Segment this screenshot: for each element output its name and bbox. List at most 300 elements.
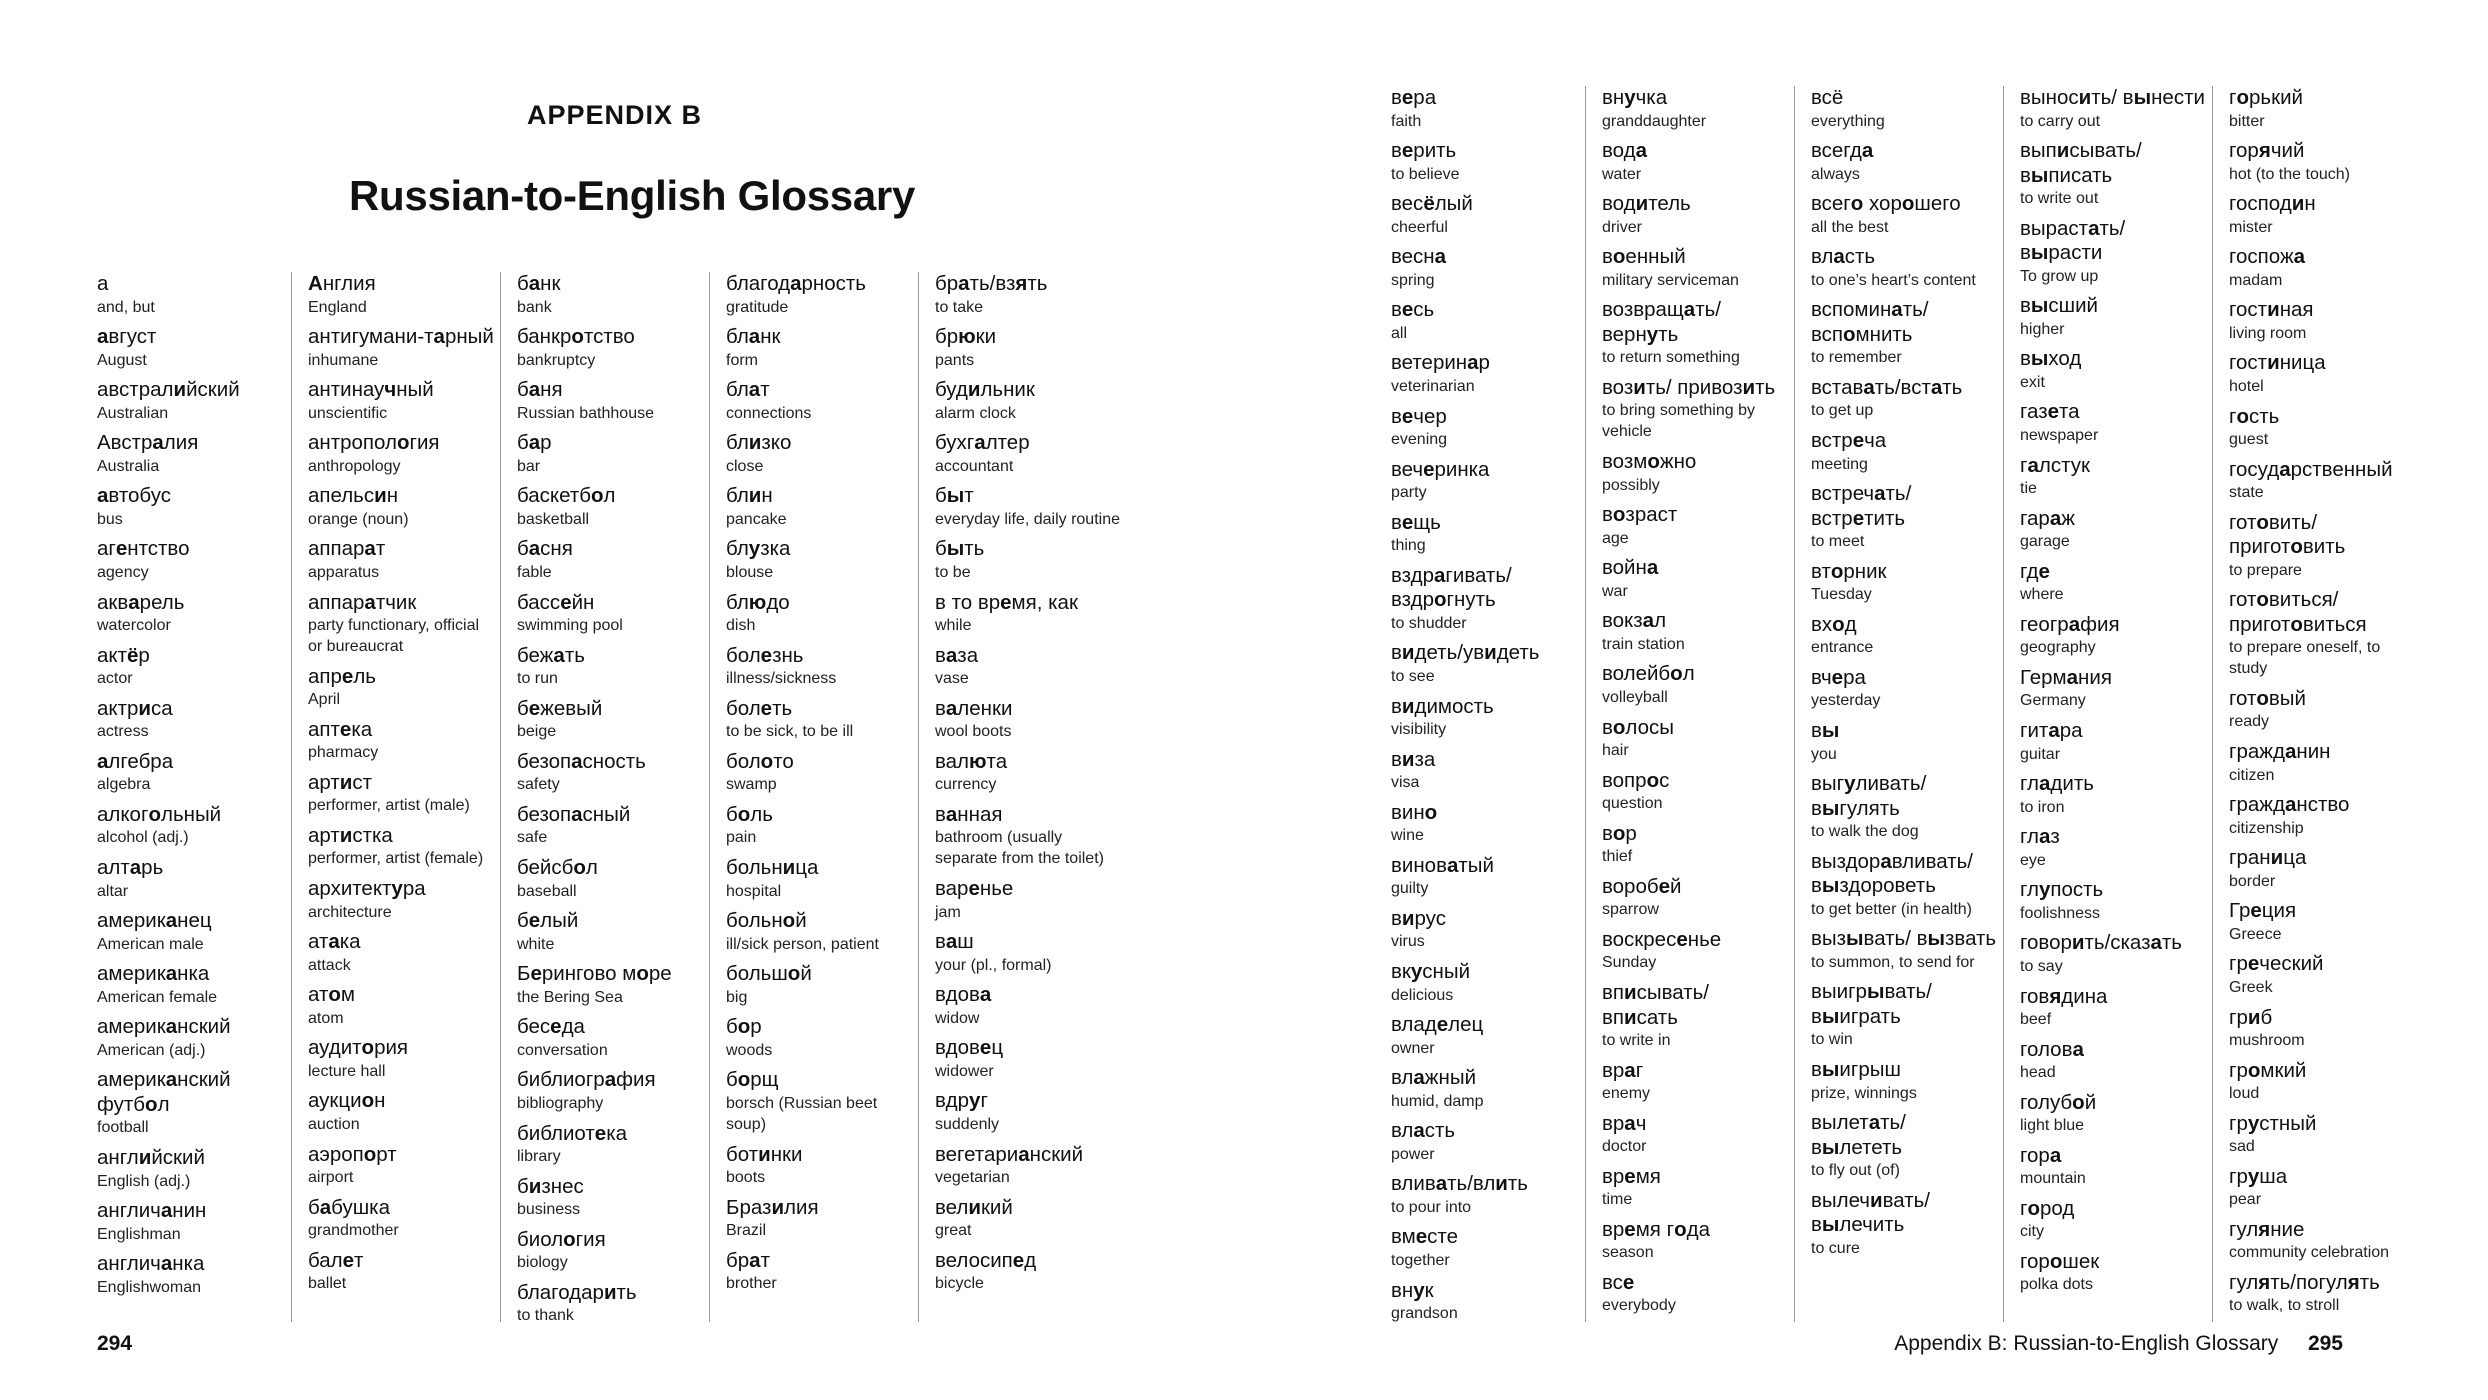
glossary-entry: [1811, 482, 1999, 552]
english-translation: ballet: [308, 1275, 347, 1293]
english-translation: water: [1602, 165, 1642, 183]
russian-term: вылетать/ вылететь: [1811, 1111, 1906, 1159]
glossary-entry: [517, 325, 705, 371]
russian-term: греческий: [2229, 952, 2324, 976]
glossary-entry: [1602, 376, 1790, 443]
russian-term: алкогольный: [97, 802, 222, 826]
glossary-entry: [97, 1068, 302, 1138]
glossary-entry: [2020, 1144, 2208, 1190]
glossary-entry: [935, 484, 1123, 530]
english-translation: wool boots: [935, 723, 1012, 741]
english-translation: military serviceman: [1602, 271, 1739, 289]
russian-term: вызывать/ вызвать: [1811, 927, 1997, 951]
english-translation: conversation: [517, 1041, 608, 1059]
russian-term: болото: [726, 749, 794, 773]
russian-term: весёлый: [1391, 192, 1473, 216]
english-translation: pants: [935, 351, 975, 369]
glossary-entry: [517, 909, 705, 955]
english-translation: Russian bathhouse: [517, 404, 654, 422]
english-translation: hospital: [726, 882, 782, 900]
english-translation: enemy: [1602, 1085, 1651, 1103]
glossary-entry: [935, 591, 1123, 637]
glossary-entry: [1811, 666, 1999, 712]
glossary-entry: [517, 644, 705, 690]
russian-term: безопасность: [517, 749, 646, 773]
english-translation: alarm clock: [935, 404, 1016, 422]
russian-term: алтарь: [97, 856, 164, 880]
glossary-entry: [517, 803, 705, 849]
russian-term: все: [1602, 1270, 1635, 1294]
english-translation: bibliography: [517, 1094, 604, 1112]
russian-term: аудитория: [308, 1036, 409, 1060]
russian-term: Англия: [308, 272, 376, 295]
glossary-entry: [726, 484, 914, 530]
glossary-entry: [517, 962, 705, 1008]
russian-term: ванная: [935, 802, 1003, 826]
glossary-entry: [2020, 560, 2208, 606]
russian-term: брюки: [935, 325, 997, 349]
glossary-entry: [2229, 351, 2417, 397]
english-translation: attack: [308, 956, 351, 974]
russian-term: гость: [2229, 404, 2280, 428]
glossary-entry: [1391, 1013, 1596, 1059]
english-translation: baseball: [517, 882, 577, 900]
glossary-entry: [308, 983, 496, 1029]
english-translation: question: [1602, 795, 1663, 813]
russian-term: апельсин: [308, 484, 399, 508]
glossary-entry: [308, 1143, 496, 1189]
page-title: Russian-to-English Glossary: [349, 172, 916, 219]
english-translation: driver: [1602, 218, 1643, 236]
russian-term: брать/взять: [935, 272, 1048, 295]
glossary-entry: [1391, 1119, 1596, 1165]
glossary-entry: [517, 591, 705, 637]
page-number-right: 295: [2307, 1332, 2343, 1355]
english-translation: to see: [1391, 667, 1435, 685]
glossary-entry: [308, 272, 496, 318]
english-translation: jam: [935, 903, 961, 921]
russian-term: всегда: [1811, 139, 1874, 163]
russian-term: вещь: [1391, 510, 1441, 534]
russian-term: ветеринар: [1391, 351, 1490, 375]
russian-term: американский футбол: [97, 1068, 231, 1116]
glossary-entry: [1811, 772, 1999, 842]
english-translation: to meet: [1811, 533, 1865, 551]
russian-term: библиотека: [517, 1121, 628, 1145]
russian-term: балет: [308, 1248, 364, 1272]
glossary-entry: [1602, 245, 1790, 291]
glossary-entry: [1391, 1172, 1596, 1218]
glossary-entry: [308, 930, 496, 976]
russian-term: болеть: [726, 696, 793, 720]
english-translation: Germany: [2020, 692, 2086, 710]
russian-term: военный: [1602, 245, 1686, 269]
english-translation: community celebration: [2229, 1244, 2390, 1262]
russian-term: власть: [1811, 245, 1876, 269]
glossary-column-4: [709, 272, 914, 1322]
glossary-entry: [2020, 454, 2208, 500]
english-translation: hair: [1602, 742, 1629, 760]
glossary-entry: [517, 1228, 705, 1274]
english-translation: to pour into: [1391, 1198, 1472, 1216]
russian-term: вино: [1391, 800, 1438, 824]
glossary-entry: [1602, 716, 1790, 762]
russian-term: блузка: [726, 537, 791, 561]
russian-term: говорить/сказать: [2020, 931, 2182, 955]
russian-term: весь: [1391, 298, 1435, 322]
russian-term: аукцион: [308, 1089, 386, 1113]
glossary-entry: [2229, 1271, 2417, 1317]
english-translation: agency: [97, 563, 149, 581]
glossary-entry: [308, 877, 496, 923]
glossary-entry: [935, 325, 1123, 371]
glossary-entry: [1602, 86, 1790, 132]
russian-term: внук: [1391, 1278, 1434, 1302]
english-translation: airport: [308, 1169, 354, 1186]
glossary-entry: [1811, 1058, 1999, 1104]
russian-term: американец: [97, 909, 212, 933]
glossary-entry: [1602, 1218, 1790, 1264]
english-translation: always: [1811, 165, 1860, 183]
glossary-entry: [1391, 405, 1596, 451]
glossary-entry: [1602, 609, 1790, 655]
russian-term: больной: [726, 909, 807, 933]
glossary-entry: [935, 930, 1123, 976]
russian-term: галстук: [2020, 453, 2090, 477]
english-translation: widow: [935, 1009, 980, 1027]
english-translation: to thank: [517, 1307, 574, 1325]
english-translation: auction: [308, 1115, 360, 1133]
glossary-entry: [517, 1175, 705, 1221]
russian-term: вдруг: [935, 1089, 988, 1113]
glossary-column-9: [2003, 86, 2208, 1322]
english-translation: gratitude: [726, 298, 789, 316]
english-translation: ready: [2229, 713, 2270, 731]
russian-term: волейбол: [1602, 662, 1695, 686]
english-translation: English (adj.): [97, 1172, 191, 1190]
russian-term: вставать/встать: [1811, 375, 1963, 399]
russian-term: вспоминать/ вспомнить: [1811, 298, 1929, 346]
russian-term: город: [2020, 1196, 2075, 1220]
russian-term: видимость: [1391, 694, 1494, 718]
english-translation: humid, damp: [1391, 1092, 1484, 1110]
english-translation: guitar: [2020, 745, 2061, 763]
russian-term: ботинки: [726, 1142, 803, 1166]
glossary-entry: [2020, 825, 2208, 871]
glossary-entry: [97, 644, 302, 690]
glossary-entry: [97, 537, 302, 583]
english-translation: spring: [1391, 271, 1435, 289]
glossary-entry: [2020, 772, 2208, 818]
russian-term: вздрагивать/ вздрогнуть: [1391, 563, 1512, 612]
glossary-entry: [1811, 192, 1999, 238]
glossary-entry: [726, 1196, 914, 1242]
glossary-entry: [97, 856, 302, 902]
english-translation: blouse: [726, 563, 774, 581]
english-translation: bar: [517, 457, 541, 475]
glossary-entry: [2020, 878, 2208, 924]
english-translation: Australian: [97, 404, 169, 422]
english-translation: thing: [1391, 537, 1426, 555]
russian-term: влажный: [1391, 1066, 1477, 1090]
english-translation: exit: [2020, 373, 2045, 391]
russian-term: вход: [1811, 612, 1857, 636]
english-translation: to write in: [1602, 1032, 1671, 1049]
russian-term: виноватый: [1391, 853, 1494, 877]
russian-term: голубой: [2020, 1090, 2097, 1114]
russian-term: бор: [726, 1015, 762, 1039]
english-translation: visa: [1391, 774, 1420, 792]
russian-term: выписывать/ выписать: [2020, 139, 2142, 187]
russian-term: вокзал: [1602, 609, 1667, 633]
glossary-entry: [2229, 192, 2417, 238]
english-translation: to walk the dog: [1811, 823, 1919, 841]
russian-term: вдова: [935, 983, 992, 1007]
english-translation: party functionary, official or bureaucrat: [308, 617, 480, 656]
glossary-entry: [308, 1036, 496, 1082]
english-translation: Australia: [97, 457, 160, 475]
glossary-entry: [935, 697, 1123, 743]
russian-term: владелец: [1391, 1013, 1484, 1037]
english-translation: citizenship: [2229, 819, 2304, 837]
glossary-entry: [1391, 298, 1596, 344]
english-translation: orange (noun): [308, 510, 409, 528]
glossary-entry: [308, 1089, 496, 1135]
russian-term: внучка: [1602, 86, 1668, 109]
glossary-entry: [2229, 846, 2417, 892]
english-translation: to prepare oneself, to study: [2229, 639, 2381, 678]
russian-term: бухгалтер: [935, 431, 1030, 455]
glossary-entry: [97, 909, 302, 955]
glossary-entry: [2020, 985, 2208, 1031]
english-translation: where: [2020, 586, 2064, 604]
glossary-entry: [2229, 405, 2417, 451]
english-translation: to summon, to send for: [1811, 953, 1975, 971]
russian-term: Бразилия: [726, 1195, 819, 1219]
russian-term: враг: [1602, 1058, 1644, 1082]
glossary-entry: [726, 697, 914, 743]
english-translation: currency: [935, 776, 997, 794]
english-translation: your (pl., formal): [935, 956, 1052, 974]
russian-term: апрель: [308, 664, 376, 688]
glossary-entry: [2229, 139, 2417, 185]
english-translation: inhumane: [308, 351, 379, 369]
russian-term: больница: [726, 856, 819, 880]
glossary-entry: [1811, 376, 1999, 422]
english-translation: form: [726, 351, 758, 369]
glossary-entry: [517, 272, 705, 318]
english-translation: higher: [2020, 320, 2065, 338]
russian-term: баня: [517, 378, 563, 402]
russian-term: блюдо: [726, 590, 790, 614]
russian-term: банкротство: [517, 325, 635, 349]
russian-term: американка: [97, 962, 210, 986]
russian-term: Австралия: [97, 431, 199, 455]
english-translation: Englishman: [97, 1225, 181, 1243]
english-translation: to take: [935, 298, 984, 316]
english-translation: pear: [2229, 1191, 2262, 1209]
glossary-entry: [935, 378, 1123, 424]
russian-term: говядина: [2020, 984, 2108, 1008]
english-translation: bus: [97, 510, 123, 528]
english-translation: pancake: [726, 510, 787, 528]
english-translation: April: [308, 691, 341, 709]
glossary-entry: [726, 272, 914, 318]
glossary-entry: [726, 431, 914, 477]
russian-term: благодарность: [726, 272, 866, 295]
russian-term: выход: [2020, 347, 2082, 371]
glossary-entry: [1602, 662, 1790, 708]
glossary-entry: [2020, 719, 2208, 765]
russian-term: гриб: [2229, 1005, 2273, 1029]
glossary-entry: [1811, 1111, 1999, 1181]
english-translation: American male: [97, 935, 204, 953]
glossary-entry: [2020, 1250, 2208, 1296]
glossary-entry: [1391, 1279, 1596, 1325]
glossary-entry: [308, 378, 496, 424]
glossary-entry: [935, 272, 1123, 318]
russian-term: Греция: [2229, 899, 2297, 923]
english-translation: bicycle: [935, 1275, 984, 1293]
glossary-entry: [1811, 560, 1999, 606]
russian-term: встречать/ встретить: [1811, 482, 1912, 530]
glossary-entry: [2229, 511, 2417, 581]
glossary-entry: [517, 1068, 705, 1114]
english-translation: to win: [1811, 1031, 1853, 1049]
glossary-entry: [1391, 854, 1596, 900]
russian-term: архитектура: [308, 877, 426, 901]
russian-term: госпожа: [2229, 245, 2306, 269]
running-title-text: Appendix B: Russian-to-English Glossary: [1894, 1332, 2279, 1355]
english-translation: mountain: [2020, 1170, 2086, 1188]
russian-term: гараж: [2020, 506, 2075, 530]
english-translation: to one’s heart’s content: [1811, 271, 1976, 289]
glossary-entry: [2020, 86, 2208, 132]
glossary-entry: [1391, 139, 1596, 185]
glossary-entry: [308, 824, 496, 870]
russian-term: беседа: [517, 1015, 585, 1039]
russian-term: блат: [726, 378, 770, 402]
english-translation: to prepare: [2229, 561, 2302, 579]
glossary-entry: [1391, 1066, 1596, 1112]
glossary-entry: [308, 1196, 496, 1242]
english-translation: vegetarian: [935, 1169, 1010, 1186]
russian-term: возможно: [1602, 450, 1697, 474]
russian-term: банк: [517, 272, 561, 295]
english-translation: to get better (in health): [1811, 900, 1972, 918]
glossary-entry: [97, 1252, 302, 1298]
glossary-entry: [308, 537, 496, 583]
glossary-entry: [517, 1015, 705, 1061]
russian-term: безопасный: [517, 802, 631, 826]
glossary-entry: [935, 431, 1123, 477]
english-translation: widower: [935, 1062, 994, 1080]
glossary-entry: [517, 537, 705, 583]
glossary-entry: [1602, 1271, 1790, 1317]
russian-term: воробей: [1602, 874, 1682, 898]
glossary-entry: [2020, 217, 2208, 287]
english-translation: To grow up: [2020, 267, 2099, 285]
russian-term: атака: [308, 930, 361, 954]
russian-term: время года: [1602, 1217, 1710, 1241]
glossary-entry: [935, 803, 1123, 870]
russian-term: басня: [517, 537, 573, 561]
glossary-entry: [935, 750, 1123, 796]
russian-term: вчера: [1811, 665, 1866, 689]
russian-term: вылечивать/ вылечить: [1811, 1188, 1930, 1237]
english-translation: swamp: [726, 776, 777, 794]
english-translation: biology: [517, 1254, 568, 1272]
english-translation: evening: [1391, 431, 1448, 449]
english-translation: fable: [517, 563, 552, 581]
russian-term: американский: [97, 1015, 231, 1039]
english-translation: possibly: [1602, 476, 1660, 494]
english-translation: unscientific: [308, 404, 388, 422]
glossary-entry: [1391, 564, 1596, 634]
russian-term: артистка: [308, 823, 393, 847]
russian-term: гостиная: [2229, 298, 2314, 322]
english-translation: safe: [517, 829, 548, 847]
english-translation: accountant: [935, 457, 1014, 475]
english-translation: bitter: [2229, 112, 2265, 130]
glossary-entry: [308, 325, 496, 371]
glossary-column-6: [1391, 86, 1596, 1332]
english-translation: to cure: [1811, 1239, 1860, 1257]
english-translation: vase: [935, 670, 969, 688]
glossary-entry: [2020, 400, 2208, 446]
english-translation: sad: [2229, 1138, 2255, 1156]
english-translation: faith: [1391, 112, 1422, 130]
english-translation: to fly out (of): [1811, 1162, 1900, 1180]
english-translation: close: [726, 457, 764, 475]
glossary-entry: [2229, 1006, 2417, 1052]
english-translation: to write out: [2020, 190, 2099, 208]
english-translation: thief: [1602, 848, 1633, 866]
english-translation: to return something: [1602, 349, 1740, 367]
glossary-entry: [1391, 192, 1596, 238]
russian-term: вы: [1811, 719, 1840, 743]
english-translation: dish: [726, 617, 756, 635]
english-translation: swimming pool: [517, 617, 623, 635]
english-translation: apparatus: [308, 563, 380, 581]
english-translation: illness/sickness: [726, 670, 837, 688]
russian-term: встреча: [1811, 429, 1887, 453]
russian-term: готовиться/ приготовиться: [2229, 588, 2367, 636]
glossary-entry: [517, 431, 705, 477]
english-translation: train station: [1602, 635, 1685, 653]
russian-term: бабушка: [308, 1195, 390, 1219]
glossary-entry: [2020, 666, 2208, 712]
english-translation: foolishness: [2020, 904, 2101, 922]
english-translation: everybody: [1602, 1297, 1676, 1315]
russian-term: вопрос: [1602, 768, 1670, 792]
russian-term: вегетарианский: [935, 1142, 1084, 1166]
russian-term: груша: [2229, 1164, 2288, 1188]
glossary-entry: [97, 1015, 302, 1061]
russian-term: выносить/ вынести: [2020, 86, 2205, 109]
russian-term: гостиница: [2229, 351, 2326, 375]
english-translation: bankruptcy: [517, 351, 596, 369]
english-translation: brother: [726, 1275, 777, 1293]
russian-term: бланк: [726, 325, 781, 349]
english-translation: to shudder: [1391, 614, 1467, 632]
glossary-entry: [1602, 450, 1790, 496]
glossary-entry: [308, 431, 496, 477]
glossary-entry: [97, 697, 302, 743]
glossary-entry: [2229, 687, 2417, 733]
glossary-entry: [726, 750, 914, 796]
glossary-entry: [1602, 298, 1790, 368]
